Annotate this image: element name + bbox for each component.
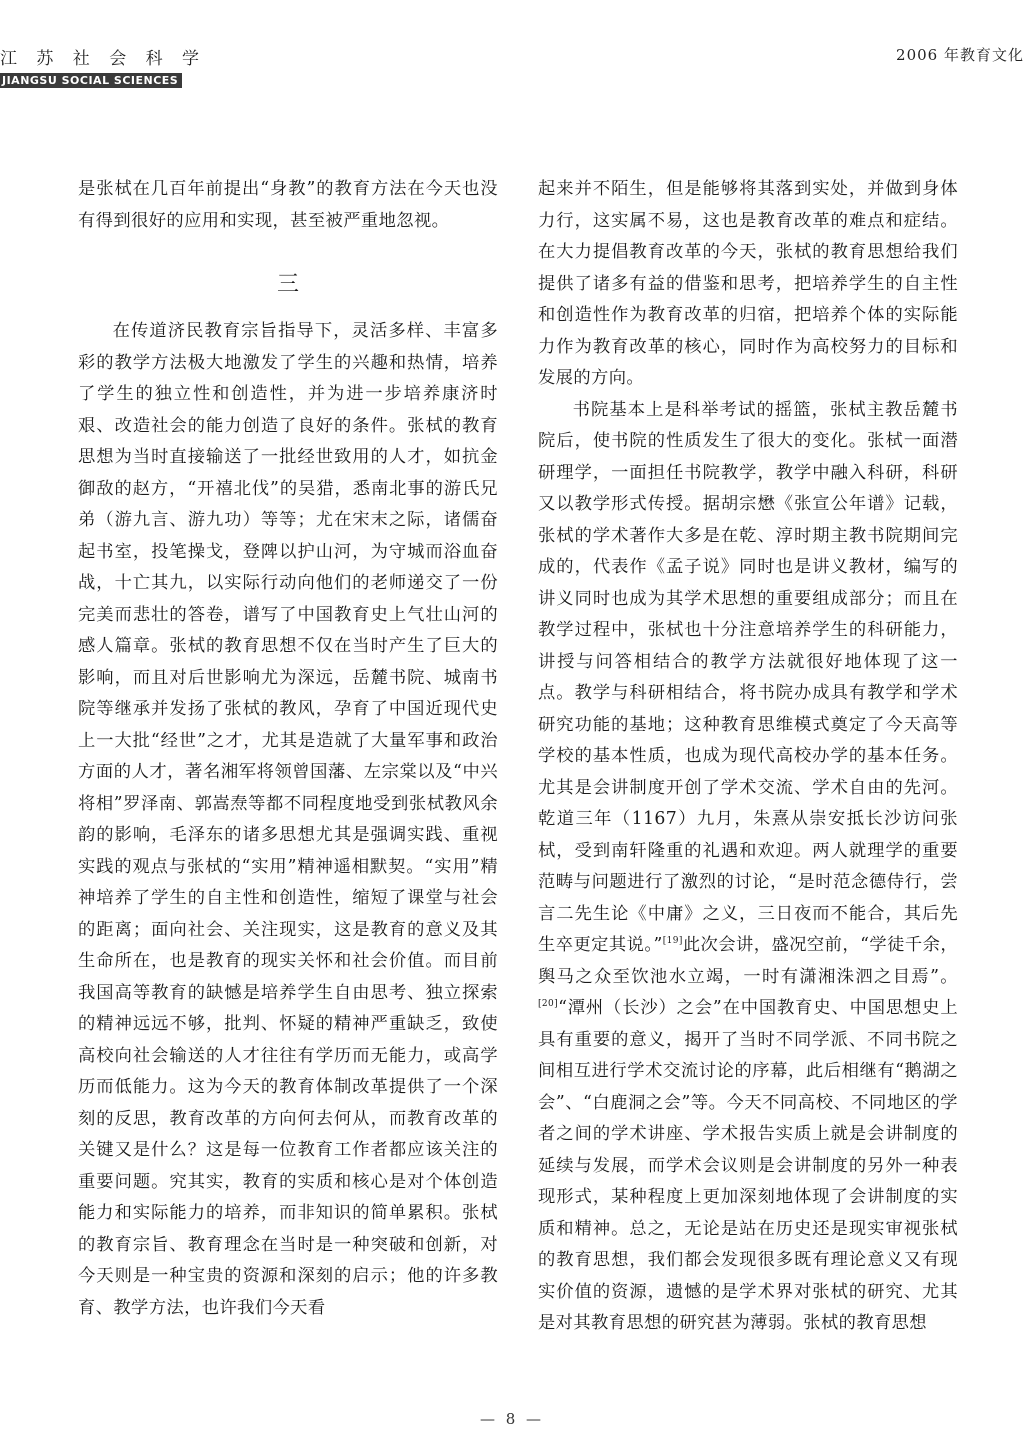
body-paragraph: 起来并不陌生，但是能够将其落到实处，并做到身体力行，这实属不易，这也是教育改革的难点和症结。在大力提倡教育改革的今天，张栻的教育思想给我们提供了诸多有益的借鉴和思考，把培养学生的自主性和创造性作为教育改革的归宿，把培养个体的实际能力作为教育改革的核心，同时作为高校努力的目标和发展的方向。 — [538, 179, 958, 388]
body-paragraph — [538, 395, 958, 1340]
right-column — [538, 174, 958, 1340]
section-heading: 三 — [276, 272, 299, 297]
body-paragraph: 在传道济民教育宗旨指导下，灵活多样、丰富多彩的教学方法极大地激发了学生的兴趣和热情，培养了学生的独立性和创造性，并为进一步培养康济时艰、改造社会的能力创造了良好的条件。张栻的教育思想为当时直接输送了一批经世致用的人才，如抗金御敌的赵方，“开禧北伐”的吴猎，悉南北事的游氏兄弟（游九言、游九功）等等；尤在宋末之际，诸儒奋起书室，投笔操戈，登陴以护山河，为守城而浴血奋战，十亡其九，以实际行动向他们的老师递交了一份完美而悲壮的答卷，谱写了中国教育史上气壮山河的感人篇章。张栻的教育思想不仅在当时产生了巨大的影响，而且对后世影响尤为深远，岳麓书院、城南书院等继承并发扬了张栻的教风，孕育了中国近现代史上一大批“经世”之才，尤其是造就了大量军事和政治方面的人才，著名湘军将领曾国藩、左宗棠以及“中兴将相”罗泽南、郭嵩焘等都不同程度地受到张栻教风余韵的影响，毛泽东的诸多思想尤其是强调实践、重视实践的观点与张栻的“实用”精神遥相默契。“实用”精神培养了学生的自主性和创造性，缩短了课堂与社会的距离；面向社会、关注现实，这是教育的意义及其生命所在，也是教育的现实关怀和社会价值。而目前我国高等教育的缺憾是培养学生自由思考、独立探索的精神远远不够，批判、怀疑的精神严重缺乏，致使高校向社会输送的人才往往有学历而无能力，或高学历而低能力。这为今天的教育体制改革提供了一个深刻的反思，教育改革的方向何去何从，而教育改革的关键又是什么？这是每一位教育工作者都应该关注的重要问题。究其实，教育的实质和核心是对个体创造能力和实际能力的培养，而非知识的简单累积。张栻的教育宗旨、教育理念在当时是一种突破和创新，对今天则是一种宝贵的资源和深刻的启示；他的许多教育、教学方法，也许我们今天看 — [78, 321, 498, 1318]
continuation-paragraph: 是张栻在几百年前提出“身教”的教育方法在今天也没有得到很好的应用和实现，甚至被严重地忽视。 — [78, 179, 498, 231]
citation-ref: [19] — [662, 936, 683, 947]
journal-header — [0, 44, 206, 88]
left-column — [78, 174, 498, 1324]
journal-title-en: JIANGSU SOCIAL SCIENCES — [0, 73, 182, 88]
paragraph-text: “潭州（长沙）之会”在中国教育史、中国思想史上具有重要的意义，揭开了当时不同学派、不同书院之间相互进行学术交流讨论的序幕，此后相继有“鹅湖之会”、“白鹿洞之会”等。今天不同高校、不同地区的学者之间的学术讲座、学术报告实质上就是会讲制度的延续与发展，而学术会议则是会讲制度的另外一种表现形式，某种程度上更加深刻地体现了会讲制度的实质和精神。总之，无论是站在历史还是现实审视张栻的教育思想，我们都会发现很多既有理论意义又有现实价值的资源，遗憾的是学术界对张栻的研究、尤其是对其教育思想的研究甚为薄弱。张栻的教育思想 — [538, 998, 958, 1333]
paragraph-text: 此次会讲，盛况空前，“学徒千余，舆马之众至饮池水立竭，一时有潇湘洙泗之目焉”。 — [538, 935, 958, 987]
citation-ref: [20] — [538, 999, 559, 1010]
paragraph-text: 书院基本上是科举考试的摇篮，张栻主教岳麓书院后，使书院的性质发生了很大的变化。张栻一面潜研理学，一面担任书院教学，教学中融入科研，科研又以教学形式传授。据胡宗懋《张宣公年谱》记载，张栻的学术著作大多是在乾、淳时期主教书院期间完成的，代表作《孟子说》同时也是讲义教材，编写的讲义同时也成为其学术思想的重要组成部分；而且在教学过程中，张栻也十分注意培养学生的科研能力，讲授与问答相结合的教学方法就很好地体现了这一点。教学与科研相结合，将书院办成具有教学和学术研究功能的基地；这种教育思维模式奠定了今天高等学校的基本性质，也成为现代高校办学的基本任务。尤其是会讲制度开创了学术交流、学术自由的先河。乾道三年（1167）九月，朱熹从崇安抵长沙访问张栻，受到南轩隆重的礼遇和欢迎。两人就理学的重要范畴与问题进行了激烈的讨论，“是时范念德侍行，尝言二先生论《中庸》之义，三日夜而不能合，其后先生卒更定其说。” — [538, 399, 958, 955]
page-number: — 8 — — [479, 1410, 545, 1428]
journal-title-cn: 江 苏 社 会 科 学 — [0, 49, 207, 69]
issue-label: 2006 年教育文化 — [896, 46, 1024, 64]
